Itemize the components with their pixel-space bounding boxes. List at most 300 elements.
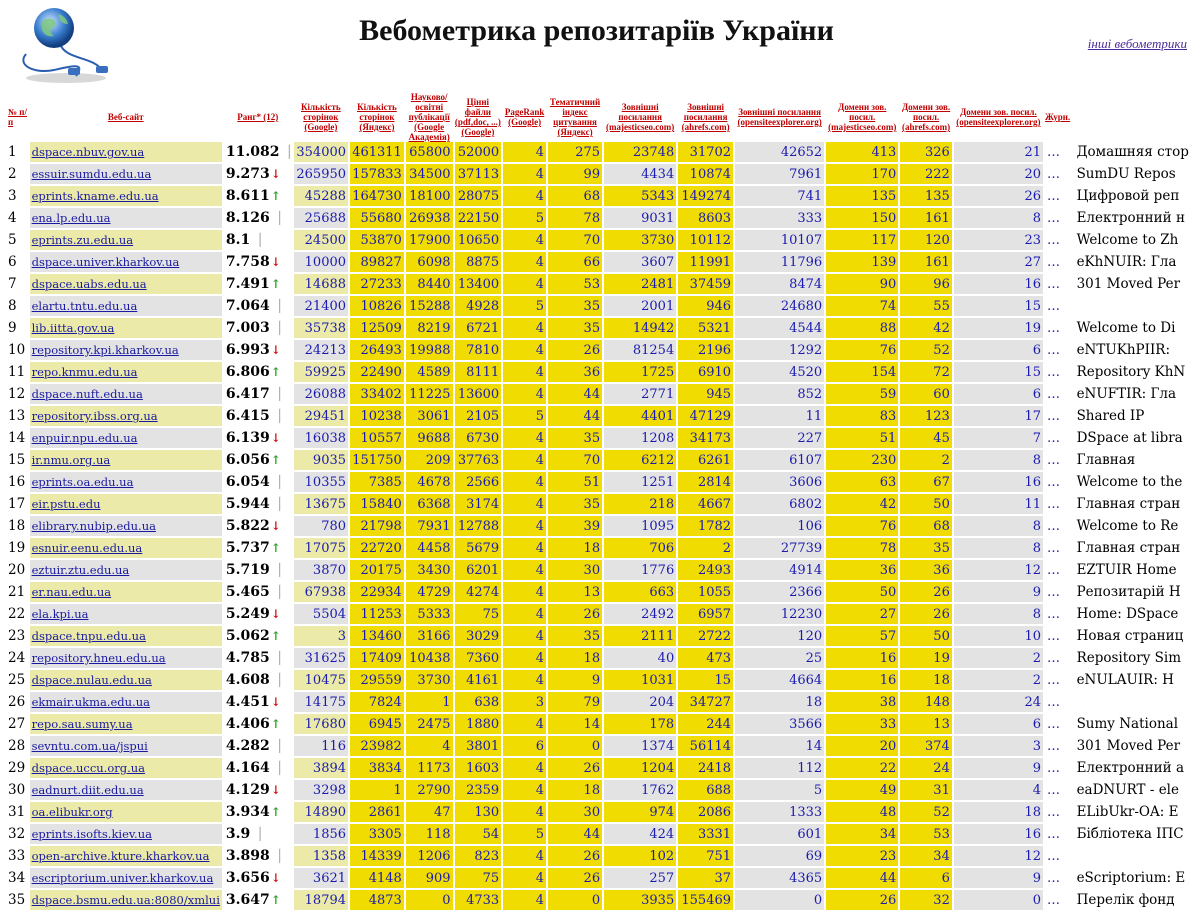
metric-cell xyxy=(604,714,676,736)
column-header[interactable]: Кількість сторінок (Google) xyxy=(301,102,341,132)
metric-cell xyxy=(294,340,348,362)
metric-value: 53 xyxy=(583,276,601,292)
site-cell xyxy=(30,406,222,428)
rank-value xyxy=(224,538,292,560)
metric-cell xyxy=(900,274,952,296)
metric-value: 161 xyxy=(925,254,950,270)
metric-cell xyxy=(350,692,404,714)
metric-cell xyxy=(455,516,502,538)
site-link[interactable]: dspace.bsmu.edu.ua:8080/xmlui xyxy=(31,893,220,907)
metric-cell xyxy=(678,384,733,406)
journal-dots-link[interactable]: … xyxy=(1045,648,1073,670)
metric-value: 9035 xyxy=(312,452,347,468)
metric-value: 37 xyxy=(714,870,732,886)
metric-cell xyxy=(604,296,676,318)
site-title: Главная стран xyxy=(1075,538,1191,560)
metric-value: 52000 xyxy=(457,144,500,160)
site-link[interactable]: enpuir.npu.edu.ua xyxy=(31,431,138,445)
rank-value xyxy=(224,472,292,494)
column-header[interactable]: Зовнішні посилання (opensiteexplorer.org) xyxy=(737,107,822,127)
metric-value: 157833 xyxy=(352,166,402,182)
metric-cell xyxy=(503,846,546,868)
metric-cell xyxy=(455,626,502,648)
column-header[interactable]: Науково/ освітні публікації (Google Академія) xyxy=(408,92,450,142)
metric-value: 4 xyxy=(535,276,544,292)
metric-value: 3606 xyxy=(789,474,823,490)
metric-value: 8440 xyxy=(417,276,451,292)
rank-number: 6.054 xyxy=(225,474,270,490)
metric-cell xyxy=(406,472,453,494)
metric-value: 4 xyxy=(535,144,544,160)
rank-value xyxy=(224,714,292,736)
metric-value: 2722 xyxy=(697,628,732,644)
arrow-up-icon: ↑ xyxy=(270,541,281,555)
rank-number: 4.608 xyxy=(225,672,270,688)
journal-dots-link[interactable]: … xyxy=(1045,296,1073,318)
site-link[interactable]: eprints.oa.edu.ua xyxy=(31,475,134,489)
metric-value: 79 xyxy=(583,694,601,710)
arrow-neutral-icon: ▕ xyxy=(270,739,280,753)
metric-cell xyxy=(826,648,898,670)
arrow-up-icon: ↑ xyxy=(270,629,281,643)
metric-cell xyxy=(294,252,348,274)
metric-value: 116 xyxy=(321,738,347,754)
metric-cell xyxy=(954,670,1043,692)
metric-value: 9 xyxy=(591,672,601,688)
metric-value: 6261 xyxy=(697,452,732,468)
journal-dots-link[interactable]: … xyxy=(1045,692,1073,714)
site-title: Sumy National xyxy=(1075,714,1191,736)
metric-value: 7961 xyxy=(789,166,823,182)
metric-cell xyxy=(604,428,676,450)
metric-value: 780 xyxy=(321,518,347,534)
site-link[interactable]: eprints.isofts.kiev.ua xyxy=(31,827,152,841)
metric-value: 706 xyxy=(649,540,675,556)
metric-cell xyxy=(735,802,824,824)
rank-value xyxy=(224,208,292,230)
metric-cell xyxy=(604,846,676,868)
journal-dots-link[interactable]: … xyxy=(1045,450,1073,472)
site-link[interactable]: elibrary.nubip.edu.ua xyxy=(31,519,156,533)
metric-cell xyxy=(503,648,546,670)
metric-value: 6721 xyxy=(466,320,500,336)
column-header[interactable]: Зовнішні посилання (ahrefs.com) xyxy=(681,102,730,132)
metric-cell xyxy=(350,538,404,560)
metric-value: 10238 xyxy=(360,408,402,424)
metric-cell xyxy=(455,714,502,736)
journal-dots-link[interactable]: … xyxy=(1045,428,1073,450)
metric-cell xyxy=(350,296,404,318)
column-header[interactable]: Ранг* (12) xyxy=(237,112,279,122)
site-link[interactable]: repo.sau.sumy.ua xyxy=(31,717,133,731)
rank-value xyxy=(224,318,292,340)
metric-cell xyxy=(900,846,952,868)
column-header[interactable]: Журн. xyxy=(1044,112,1071,122)
metric-value: 12 xyxy=(1024,562,1041,578)
metric-cell xyxy=(954,340,1043,362)
rank-number: 8.611 xyxy=(225,188,270,204)
site-title: 301 Moved Per xyxy=(1075,274,1191,296)
journal-dots-link[interactable]: … xyxy=(1045,538,1073,560)
site-link[interactable]: eprints.zu.edu.ua xyxy=(31,233,134,247)
site-link[interactable]: ena.lp.edu.ua xyxy=(31,211,111,225)
site-link[interactable]: repository.ibss.org.ua xyxy=(31,409,158,423)
metric-value: 204 xyxy=(649,694,675,710)
metric-value: 4589 xyxy=(417,364,451,380)
metric-value: 8875 xyxy=(466,254,500,270)
site-link[interactable]: essuir.sumdu.edu.ua xyxy=(31,167,152,181)
metric-cell xyxy=(294,208,348,230)
column-header[interactable]: № п/п xyxy=(8,107,27,127)
journal-dots-link[interactable]: … xyxy=(1045,516,1073,538)
journal-dots-link[interactable]: … xyxy=(1045,868,1073,890)
metric-value: 35 xyxy=(933,540,950,556)
metric-value: 1204 xyxy=(641,760,675,776)
metric-value: 4274 xyxy=(466,584,500,600)
metric-cell xyxy=(455,208,502,230)
metric-cell xyxy=(350,450,404,472)
metric-value: 22490 xyxy=(360,364,402,380)
column-header[interactable]: Зовнішні посилання (majesticseo.com) xyxy=(606,102,675,132)
metric-value: 4 xyxy=(535,606,544,622)
site-link[interactable]: esnuir.eenu.edu.ua xyxy=(31,541,143,555)
row-number: 27 xyxy=(8,714,28,736)
rank-number: 4.451 xyxy=(225,694,270,710)
site-link[interactable]: eztuir.ztu.edu.ua xyxy=(31,563,130,577)
metric-value: 2001 xyxy=(641,298,675,314)
metric-value: 75 xyxy=(482,870,500,886)
metric-cell xyxy=(503,582,546,604)
journal-dots-link[interactable]: … xyxy=(1045,406,1073,428)
metric-cell xyxy=(503,340,546,362)
journal-dots-link[interactable]: … xyxy=(1045,714,1073,736)
column-header[interactable]: Домени зов. посил. (ahrefs.com) xyxy=(901,102,951,132)
site-link[interactable]: dspace.tnpu.edu.ua xyxy=(31,629,146,643)
metric-cell xyxy=(900,450,952,472)
metric-value: 4873 xyxy=(368,892,402,908)
metric-value: 3331 xyxy=(697,826,732,842)
row-number: 24 xyxy=(8,648,28,670)
site-cell xyxy=(30,362,222,384)
metric-value: 4667 xyxy=(697,496,732,512)
metric-cell xyxy=(678,648,733,670)
metric-cell xyxy=(455,692,502,714)
metric-cell xyxy=(350,164,404,186)
metric-value: 9031 xyxy=(641,210,675,226)
metric-value: 18 xyxy=(583,782,601,798)
column-header[interactable]: Веб-сайт xyxy=(107,112,144,122)
metric-cell xyxy=(900,868,952,890)
rank-value xyxy=(224,516,292,538)
metric-cell xyxy=(735,384,824,406)
column-header[interactable]: PageRank (Google) xyxy=(504,107,545,127)
metric-value: 35 xyxy=(583,496,601,512)
metric-cell xyxy=(455,340,502,362)
metric-value: 374 xyxy=(925,738,950,754)
metric-value: 9 xyxy=(1032,760,1041,776)
journal-dots-link[interactable]: … xyxy=(1045,164,1073,186)
site-link[interactable]: dspace.univer.kharkov.ua xyxy=(31,255,180,269)
metric-cell xyxy=(826,274,898,296)
site-link[interactable]: repository.hneu.edu.ua xyxy=(31,651,166,665)
site-link[interactable]: eadnurt.diit.edu.ua xyxy=(31,783,144,797)
column-header[interactable]: Цінні файли (pdf,doc, ...) (Google) xyxy=(454,97,501,137)
row-number: 23 xyxy=(8,626,28,648)
metric-cell xyxy=(900,626,952,648)
journal-dots-link[interactable]: … xyxy=(1045,472,1073,494)
metric-cell xyxy=(678,824,733,846)
site-link[interactable]: oa.elibukr.org xyxy=(31,805,113,819)
site-link[interactable]: lib.iitta.gov.ua xyxy=(31,321,115,335)
row-number: 3 xyxy=(8,186,28,208)
journal-dots-link[interactable]: … xyxy=(1045,582,1073,604)
metric-cell xyxy=(735,714,824,736)
row-number: 32 xyxy=(8,824,28,846)
rank-value xyxy=(224,494,292,516)
site-cell xyxy=(30,736,222,758)
site-link[interactable]: ela.kpi.ua xyxy=(31,607,89,621)
table-row xyxy=(8,560,1191,582)
site-link[interactable]: dspace.uabs.edu.ua xyxy=(31,277,147,291)
metric-value: 36 xyxy=(879,562,897,578)
journal-dots-link[interactable]: … xyxy=(1045,230,1073,252)
metric-cell xyxy=(503,318,546,340)
metric-value: 10355 xyxy=(304,474,347,490)
metric-cell xyxy=(826,516,898,538)
metric-value: 30 xyxy=(583,804,601,820)
metric-cell xyxy=(503,208,546,230)
site-title: Repository KhN xyxy=(1075,362,1191,384)
metric-cell xyxy=(294,516,348,538)
site-link[interactable]: dspace.uccu.org.ua xyxy=(31,761,146,775)
journal-dots-link[interactable]: … xyxy=(1045,626,1073,648)
metric-cell xyxy=(455,274,502,296)
metric-value: 6107 xyxy=(789,452,823,468)
metric-value: 2111 xyxy=(641,628,675,644)
site-cell xyxy=(30,846,222,868)
site-link[interactable]: dspace.nulau.edu.ua xyxy=(31,673,152,687)
site-link[interactable]: open-archive.kture.kharkov.ua xyxy=(31,849,210,863)
metric-value: 161 xyxy=(925,210,950,226)
rank-number: 7.003 xyxy=(225,320,270,336)
rank-number: 4.785 xyxy=(225,650,270,666)
metric-cell xyxy=(954,142,1043,164)
metric-cell xyxy=(294,318,348,340)
journal-dots-link[interactable]: … xyxy=(1045,604,1073,626)
metric-value: 0 xyxy=(813,892,823,908)
journal-dots-link[interactable]: … xyxy=(1045,780,1073,802)
rank-value xyxy=(224,274,292,296)
journal-dots-link[interactable]: … xyxy=(1045,802,1073,824)
site-link[interactable]: ekmair.ukma.edu.ua xyxy=(31,695,150,709)
metric-value: 4401 xyxy=(641,408,675,424)
metric-value: 4458 xyxy=(417,540,451,556)
metric-value: 1 xyxy=(393,782,402,798)
column-header[interactable]: Домени зов. посил. (majesticseo.com) xyxy=(828,102,897,132)
metric-cell xyxy=(455,164,502,186)
metric-value: 1333 xyxy=(789,804,823,820)
journal-dots-link[interactable]: … xyxy=(1045,274,1073,296)
metric-cell xyxy=(735,868,824,890)
metric-cell xyxy=(826,802,898,824)
metric-value: 35 xyxy=(583,320,601,336)
journal-dots-link[interactable]: … xyxy=(1045,186,1073,208)
journal-dots-link[interactable]: … xyxy=(1045,494,1073,516)
site-link[interactable]: escriptorium.univer.kharkov.ua xyxy=(31,871,214,885)
metric-value: 6368 xyxy=(417,496,451,512)
metric-cell xyxy=(826,428,898,450)
site-link[interactable]: dspace.nbuv.gov.ua xyxy=(31,145,145,159)
metric-cell xyxy=(735,692,824,714)
metric-cell xyxy=(350,362,404,384)
metric-value: 19 xyxy=(1024,320,1041,336)
rank-number: 5.822 xyxy=(225,518,270,534)
metric-cell xyxy=(826,494,898,516)
metric-value: 4 xyxy=(535,320,544,336)
metric-cell xyxy=(900,582,952,604)
journal-dots-link[interactable]: … xyxy=(1045,560,1073,582)
metric-value: 18100 xyxy=(409,188,451,204)
metric-cell xyxy=(826,560,898,582)
table-row xyxy=(8,780,1191,802)
site-link[interactable]: sevntu.com.ua/jspui xyxy=(31,739,148,753)
metric-cell xyxy=(294,560,348,582)
site-title: 301 Moved Per xyxy=(1075,736,1191,758)
metric-cell xyxy=(548,802,602,824)
metric-cell xyxy=(350,736,404,758)
journal-dots-link[interactable]: … xyxy=(1045,142,1073,164)
metric-cell xyxy=(604,560,676,582)
metric-value: 15 xyxy=(1024,298,1041,314)
metric-value: 15840 xyxy=(360,496,402,512)
metric-value: 3 xyxy=(535,694,544,710)
metric-cell xyxy=(604,252,676,274)
site-link[interactable]: dspace.nuft.edu.ua xyxy=(31,387,143,401)
metric-cell xyxy=(455,450,502,472)
metric-cell xyxy=(503,274,546,296)
metric-cell xyxy=(900,296,952,318)
metric-cell xyxy=(826,670,898,692)
row-number: 20 xyxy=(8,560,28,582)
metric-value: 1762 xyxy=(641,782,675,798)
metric-value: 21 xyxy=(1024,144,1041,160)
column-header[interactable]: Кількість сторінок (Яндекс) xyxy=(357,102,397,132)
metric-value: 7385 xyxy=(368,474,402,490)
metric-value: 8603 xyxy=(697,210,732,226)
metric-value: 26 xyxy=(583,606,601,622)
table-row xyxy=(8,736,1191,758)
metric-value: 35738 xyxy=(304,320,347,336)
journal-dots-link[interactable]: … xyxy=(1045,340,1073,362)
other-webometrics-link[interactable]: інші вебометрики xyxy=(1087,36,1187,51)
table-row xyxy=(8,648,1191,670)
table-row xyxy=(8,670,1191,692)
metric-value: 7 xyxy=(1032,430,1041,446)
site-title: Новая страниц xyxy=(1075,626,1191,648)
journal-dots-link[interactable]: … xyxy=(1045,362,1073,384)
metric-value: 26 xyxy=(879,892,897,908)
journal-dots-link[interactable]: … xyxy=(1045,824,1073,846)
metric-value: 13400 xyxy=(457,276,500,292)
metric-value: 222 xyxy=(925,166,950,182)
metric-value: 5321 xyxy=(697,320,732,336)
column-header[interactable]: Тематичний індекс цитування (Яндекс) xyxy=(549,97,601,137)
metric-value: 3166 xyxy=(417,628,451,644)
metric-value: 974 xyxy=(649,804,675,820)
site-link[interactable]: eir.pstu.edu xyxy=(31,497,101,511)
metric-cell xyxy=(294,186,348,208)
journal-dots-link[interactable]: … xyxy=(1045,846,1073,868)
metric-value: 8 xyxy=(1032,606,1041,622)
metric-value: 34500 xyxy=(409,166,451,182)
metric-cell xyxy=(406,494,453,516)
rank-value xyxy=(224,736,292,758)
arrow-neutral-icon: ▕ xyxy=(270,761,280,775)
arrow-neutral-icon: ▕ xyxy=(280,145,290,159)
metric-value: 56114 xyxy=(689,738,732,754)
metric-value: 6 xyxy=(1032,342,1041,358)
metric-cell xyxy=(350,846,404,868)
journal-dots-link[interactable]: … xyxy=(1045,384,1073,406)
metric-value: 2 xyxy=(1032,650,1041,666)
site-link[interactable]: er.nau.edu.ua xyxy=(31,585,112,599)
metric-cell xyxy=(900,230,952,252)
metric-cell xyxy=(826,582,898,604)
site-link[interactable]: repo.knmu.edu.ua xyxy=(31,365,138,379)
metric-value: 13460 xyxy=(360,628,402,644)
row-number: 31 xyxy=(8,802,28,824)
table-body xyxy=(8,142,1191,912)
metric-value: 2 xyxy=(1032,672,1041,688)
rank-value xyxy=(224,846,292,868)
site-link[interactable]: ir.nmu.org.ua xyxy=(31,453,111,467)
table-row xyxy=(8,890,1191,912)
metric-cell xyxy=(548,362,602,384)
site-link[interactable]: elartu.tntu.edu.ua xyxy=(31,299,138,313)
metric-cell xyxy=(954,406,1043,428)
metric-cell xyxy=(294,406,348,428)
journal-dots-link[interactable]: … xyxy=(1045,736,1073,758)
site-link[interactable]: eprints.kname.edu.ua xyxy=(31,189,159,203)
metric-cell xyxy=(735,252,824,274)
journal-dots-link[interactable]: … xyxy=(1045,208,1073,230)
metric-value: 53 xyxy=(933,826,950,842)
rank-value xyxy=(224,758,292,780)
metric-value: 16 xyxy=(879,650,897,666)
arrow-down-icon: ↓ xyxy=(270,519,281,533)
table-row xyxy=(8,340,1191,362)
journal-dots-link[interactable]: … xyxy=(1045,758,1073,780)
metric-cell xyxy=(455,472,502,494)
metric-cell xyxy=(350,274,404,296)
metric-value: 120 xyxy=(797,628,823,644)
column-header[interactable]: Домени зов. посил. (opensiteexplorer.org) xyxy=(956,107,1041,127)
site-cell xyxy=(30,340,222,362)
site-cell xyxy=(30,318,222,340)
metric-cell xyxy=(350,230,404,252)
metric-cell xyxy=(678,230,733,252)
metric-cell xyxy=(954,626,1043,648)
journal-dots-link[interactable]: … xyxy=(1045,890,1073,912)
journal-dots-link[interactable]: … xyxy=(1045,318,1073,340)
metric-value: 135 xyxy=(871,188,897,204)
journal-dots-link[interactable]: … xyxy=(1045,670,1073,692)
metric-value: 59925 xyxy=(304,364,347,380)
site-link[interactable]: repository.kpi.kharkov.ua xyxy=(31,343,179,357)
journal-dots-link[interactable]: … xyxy=(1045,252,1073,274)
metric-value: 10874 xyxy=(689,166,732,182)
metric-value: 13 xyxy=(583,584,601,600)
